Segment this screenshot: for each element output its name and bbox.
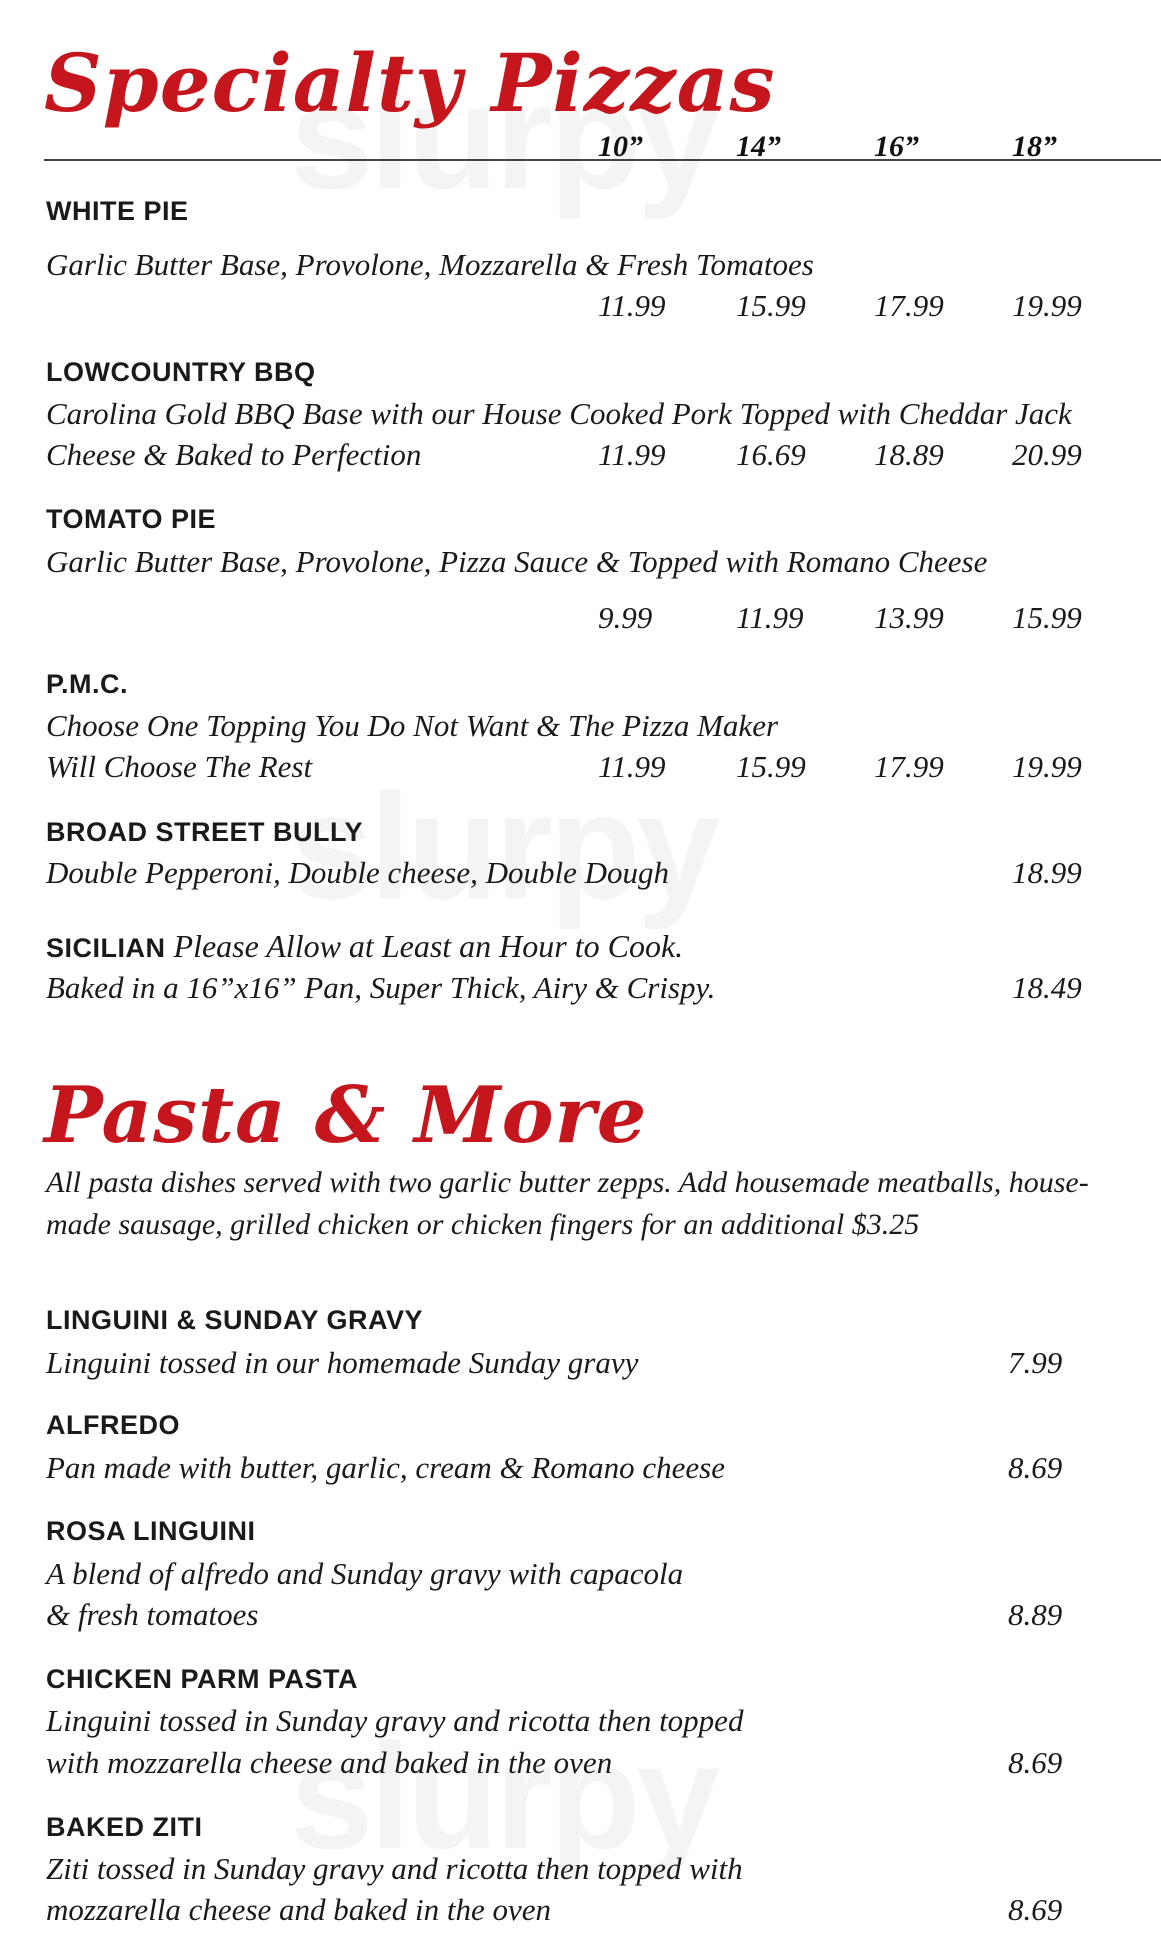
pasta-name: LINGUINI & SUNDAY GRAVY <box>46 1305 424 1335</box>
pizza-price-18: 19.99 <box>1012 749 1082 784</box>
pasta-price: 8.89 <box>1008 1597 1063 1632</box>
pizza-price-14: 15.99 <box>736 749 806 784</box>
pasta-description: Linguini tossed in our homemade Sunday gravy <box>46 1345 639 1380</box>
pizza-price: 18.99 <box>1012 855 1082 890</box>
pizza-price-10: 11.99 <box>598 288 666 323</box>
pizza-description: Choose One Topping You Do Not Want & The Pizza Maker <box>46 708 779 743</box>
pizza-price-16: 17.99 <box>874 749 944 784</box>
pizzas-section-title: Specialty Pizzas <box>44 36 776 130</box>
pizza-description: Baked in a 16”x16” Pan, Super Thick, Airy & Crispy. <box>46 970 716 1005</box>
pasta-name: CHICKEN PARM PASTA <box>46 1664 358 1694</box>
pizza-price-16: 18.89 <box>874 437 944 472</box>
pasta-description: Linguini tossed in Sunday gravy and ricotta then topped <box>46 1703 744 1738</box>
pasta-intro: made sausage, grilled chicken or chicken fingers for an additional $3.25 <box>46 1208 920 1241</box>
pizza-price-10: 9.99 <box>598 600 653 635</box>
pasta-description: Pan made with butter, garlic, cream & Romano cheese <box>46 1450 726 1485</box>
size-header-16: 16” <box>874 130 919 163</box>
pasta-price: 8.69 <box>1008 1745 1063 1780</box>
pizza-description: Garlic Butter Base, Provolone, Pizza Sauce & Topped with Romano Cheese <box>46 544 988 579</box>
pizza-price-14: 16.69 <box>736 437 806 472</box>
pizza-price-18: 20.99 <box>1012 437 1082 472</box>
pizza-name: WHITE PIE <box>46 196 189 226</box>
size-header-18: 18” <box>1012 130 1057 163</box>
pizza-price-18: 15.99 <box>1012 600 1082 635</box>
pizza-price-18: 19.99 <box>1012 288 1082 323</box>
pizza-name: SICILIAN <box>46 933 166 963</box>
pasta-description: mozzarella cheese and baked in the oven <box>46 1892 552 1927</box>
pasta-name: ROSA LINGUINI <box>46 1516 256 1546</box>
pasta-description: with mozzarella cheese and baked in the oven <box>46 1745 613 1780</box>
pasta-name: ALFREDO <box>46 1410 180 1440</box>
pasta-price: 7.99 <box>1008 1345 1063 1380</box>
pizza-price-16: 13.99 <box>874 600 944 635</box>
pizza-description: Will Choose The Rest <box>46 749 313 784</box>
pasta-description: Ziti tossed in Sunday gravy and ricotta then topped with <box>46 1851 743 1886</box>
pasta-name: BAKED ZITI <box>46 1812 203 1842</box>
pizza-price-14: 11.99 <box>736 600 804 635</box>
pasta-price: 8.69 <box>1008 1892 1063 1927</box>
pasta-price: 8.69 <box>1008 1450 1063 1485</box>
pizza-name-with-note <box>46 928 683 965</box>
pizza-name: TOMATO PIE <box>46 504 217 534</box>
pasta-description: & fresh tomatoes <box>46 1597 259 1632</box>
pizza-price-10: 11.99 <box>598 437 666 472</box>
pizza-name: LOWCOUNTRY BBQ <box>46 357 316 387</box>
pizza-name: P.M.C. <box>46 669 129 699</box>
pizza-price-10: 11.99 <box>598 749 666 784</box>
size-header-10: 10” <box>598 130 643 163</box>
pizza-description: Double Pepperoni, Double cheese, Double Dough <box>46 855 669 890</box>
pasta-section-title: Pasta & More <box>44 1070 648 1161</box>
pizza-description: Carolina Gold BBQ Base with our House Cooked Pork Topped with Cheddar Jack <box>46 396 1072 431</box>
pasta-description: A blend of alfredo and Sunday gravy with capacola <box>46 1556 684 1591</box>
pizza-price-16: 17.99 <box>874 288 944 323</box>
pizza-note: Please Allow at Least an Hour to Cook. <box>173 928 684 964</box>
pizza-description: Garlic Butter Base, Provolone, Mozzarella & Fresh Tomatoes <box>46 247 814 282</box>
pizza-name: BROAD STREET BULLY <box>46 817 364 847</box>
pizza-price: 18.49 <box>1012 970 1082 1005</box>
pizza-description: Cheese & Baked to Perfection <box>46 437 422 472</box>
size-header-14: 14” <box>736 130 781 163</box>
pizza-price-14: 15.99 <box>736 288 806 323</box>
pasta-intro: All pasta dishes served with two garlic butter zepps. Add housemade meatballs, house- <box>46 1166 1089 1199</box>
